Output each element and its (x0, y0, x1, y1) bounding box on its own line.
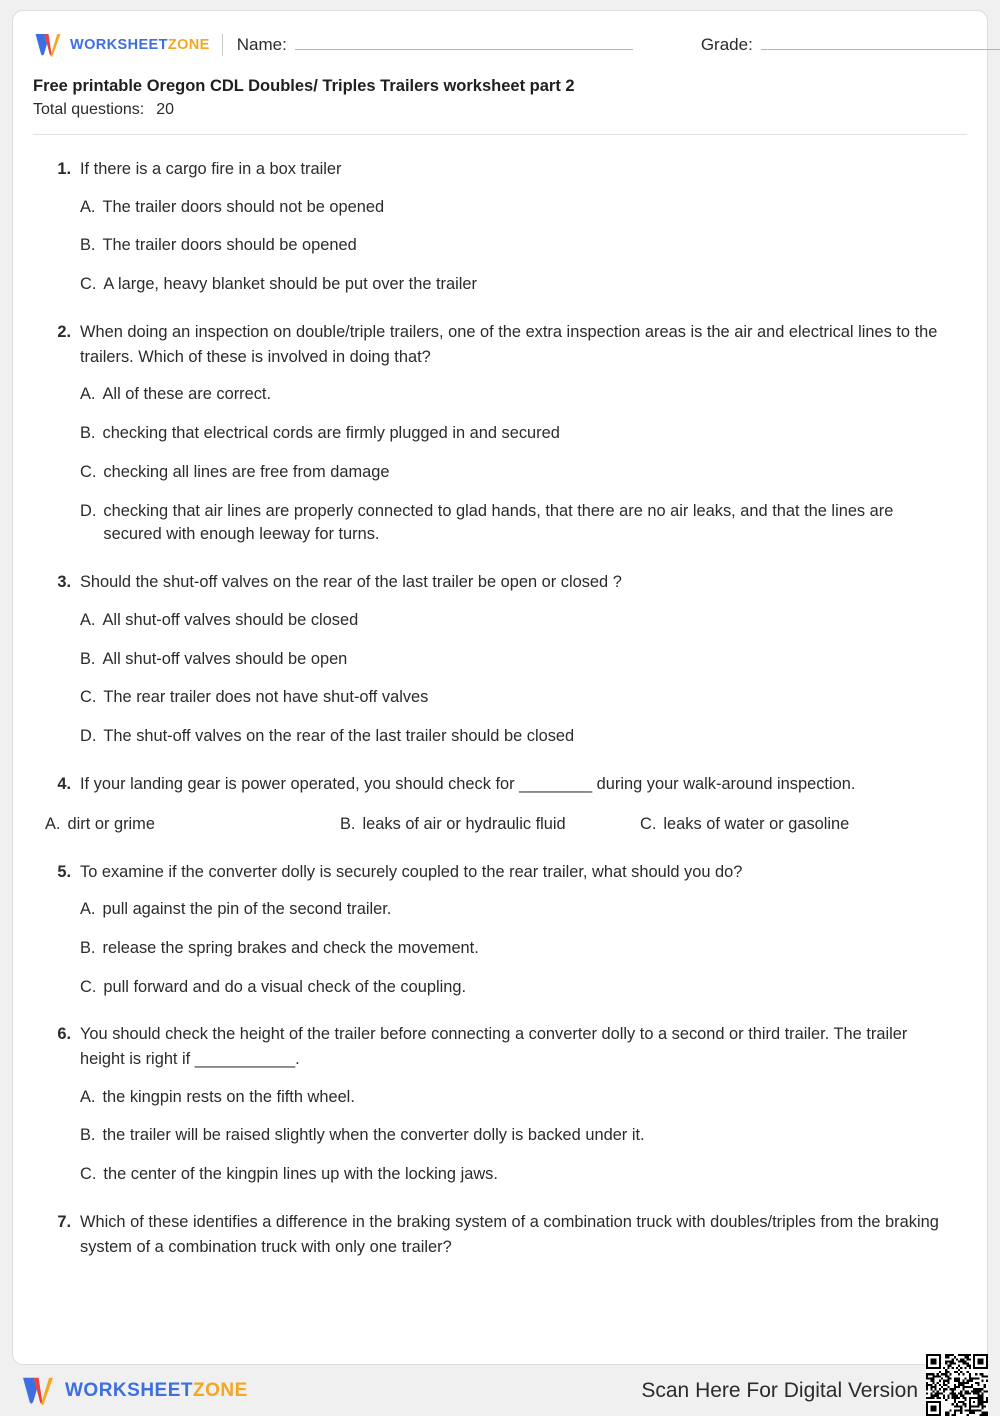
option-letter: A. (80, 900, 96, 919)
option-list (45, 609, 953, 749)
option-text: The trailer doors should not be opened (102, 197, 385, 216)
option-text: pull forward and do a visual check of the coupling. (103, 977, 467, 996)
option-text: pull against the pin of the second trailer. (102, 900, 392, 919)
question-number: 4. (57, 774, 71, 793)
footer-brand-logo (20, 1375, 248, 1407)
question-text: Should the shut-off valves on the rear of the last trailer be open or closed ? (80, 573, 622, 592)
question-number: 6. (57, 1025, 71, 1044)
question-item (45, 570, 953, 749)
total-questions-label: Total questions: (33, 101, 145, 119)
option-letter: B. (80, 424, 96, 443)
option-letter: C. (80, 1165, 97, 1184)
question-text: You should check the height of the trailer before connecting a converter dolly to a second or third trailer. The trailer height is right if ___________. (80, 1025, 908, 1069)
question-number: 3. (57, 573, 71, 592)
footer-brand-name-primary: WORKSHEET (65, 1380, 193, 1401)
option-text: the trailer will be raised slightly when the converter dolly is backed under it. (102, 1126, 645, 1145)
question-number: 2. (57, 323, 71, 342)
option-list (45, 383, 953, 547)
answer-option[interactable] (80, 609, 953, 633)
question-item (45, 860, 953, 1000)
question-head (45, 570, 953, 595)
question-item (45, 157, 953, 297)
question-item (45, 772, 953, 837)
question-head (45, 157, 953, 182)
grade-label: Grade: (700, 35, 753, 54)
option-letter: C. (80, 977, 97, 996)
answer-option[interactable] (80, 234, 953, 258)
option-text: The shut-off valves on the rear of the last trailer should be closed (103, 727, 575, 746)
answer-option[interactable] (45, 813, 155, 837)
option-letter: C. (640, 814, 657, 833)
option-letter: C. (80, 462, 97, 481)
grade-input[interactable] (761, 35, 1000, 50)
option-text: The rear trailer does not have shut-off valves (103, 688, 429, 707)
total-questions (33, 101, 967, 119)
option-letter: D. (80, 727, 97, 746)
option-letter: B. (80, 938, 96, 957)
answer-option[interactable] (340, 813, 566, 837)
option-text: leaks of air or hydraulic fluid (362, 814, 566, 833)
question-number: 7. (57, 1213, 71, 1232)
worksheet-footer (12, 1368, 988, 1414)
brand-name-primary: WORKSHEET (70, 37, 168, 53)
worksheet-page (12, 10, 988, 1365)
option-text: the kingpin rests on the fifth wheel. (102, 1087, 355, 1106)
option-letter: A. (45, 814, 61, 833)
answer-option[interactable] (80, 898, 953, 922)
option-letter: A. (80, 385, 96, 404)
option-letter: A. (80, 610, 96, 629)
option-letter: A. (80, 197, 96, 216)
title-block (13, 61, 987, 135)
option-letter: B. (80, 649, 96, 668)
question-item (45, 1210, 953, 1259)
option-text: All of these are correct. (102, 385, 272, 404)
question-item (45, 1022, 953, 1187)
question-item (45, 320, 953, 547)
option-letter: B. (80, 236, 96, 255)
question-number: 5. (57, 862, 71, 881)
name-input[interactable] (295, 35, 633, 50)
name-label: Name: (236, 35, 287, 54)
answer-option[interactable] (80, 422, 953, 446)
answer-option[interactable] (80, 937, 953, 961)
option-letter: D. (80, 501, 97, 520)
grade-field-group (701, 35, 1000, 55)
option-text: A large, heavy blanket should be put over the trailer (103, 275, 477, 294)
question-head (45, 860, 953, 885)
question-head (45, 1022, 953, 1071)
question-text: To examine if the converter dolly is securely coupled to the rear trailer, what should you do? (80, 862, 743, 881)
option-text: leaks of water or gasoline (663, 814, 850, 833)
option-text: checking that air lines are properly connected to glad hands, that there are no air leaks, and that the lines are secured with enough leeway for turns. (103, 501, 894, 544)
brand-logo (33, 32, 210, 58)
worksheet-header (13, 11, 987, 61)
question-text: Which of these identifies a difference in the braking system of a combination truck with doubles/triples from the braking system of a combination truck with only one trailer? (80, 1213, 939, 1256)
option-letter: C. (80, 275, 97, 294)
option-letter: C. (80, 688, 97, 707)
answer-option[interactable] (80, 273, 953, 297)
worksheetzone-w-icon (20, 1375, 56, 1407)
questions-list (13, 135, 987, 1259)
answer-option[interactable] (80, 383, 953, 407)
option-list (45, 1086, 953, 1187)
question-text: If your landing gear is power operated, you should check for ________ during your walk-around inspection. (80, 774, 856, 793)
option-text: release the spring brakes and check the movement. (102, 938, 479, 957)
page-title: Free printable Oregon CDL Doubles/ Triples Trailers worksheet part 2 (33, 77, 575, 95)
option-letter: A. (80, 1087, 96, 1106)
question-text: If there is a cargo fire in a box trailer (80, 160, 342, 179)
answer-option[interactable] (80, 196, 953, 220)
option-text: All shut-off valves should be open (102, 649, 348, 668)
answer-option[interactable] (80, 686, 953, 710)
option-letter: B. (340, 814, 356, 833)
option-text: the center of the kingpin lines up with the locking jaws. (103, 1165, 498, 1184)
name-field-group (237, 35, 633, 55)
answer-option[interactable] (80, 1124, 953, 1148)
option-text: All shut-off valves should be closed (102, 610, 359, 629)
option-list (45, 196, 953, 297)
brand-name (70, 37, 210, 53)
brand-name-secondary: ZONE (167, 37, 210, 53)
question-text: When doing an inspection on double/triple trailers, one of the extra inspection areas is the air and electrical lines to the trailers. Which of these is involved in doing that? (80, 323, 938, 366)
total-questions-count: 20 (156, 101, 174, 119)
answer-option[interactable] (80, 976, 953, 1000)
answer-option[interactable] (80, 461, 953, 485)
answer-option[interactable] (80, 648, 953, 672)
question-head (45, 1210, 953, 1259)
option-text: checking that electrical cords are firmly plugged in and secured (102, 424, 560, 443)
option-text: dirt or grime (67, 814, 155, 833)
option-letter: B. (80, 1126, 96, 1145)
worksheetzone-w-icon (33, 32, 63, 58)
question-head (45, 320, 953, 369)
answer-option[interactable] (80, 725, 953, 749)
option-text: The trailer doors should be opened (102, 236, 357, 255)
option-list (45, 898, 953, 999)
option-list (45, 813, 953, 837)
option-text: checking all lines are free from damage (103, 462, 390, 481)
qr-code-icon[interactable] (926, 1354, 988, 1416)
scan-label: Scan Here For Digital Version (641, 1379, 918, 1402)
footer-scan-group (641, 1366, 988, 1416)
answer-option[interactable] (640, 813, 849, 837)
question-number: 1. (57, 160, 71, 179)
answer-option[interactable] (80, 1086, 953, 1110)
footer-brand-name (65, 1380, 248, 1402)
question-head (45, 772, 953, 797)
header-divider (222, 34, 223, 56)
answer-option[interactable] (80, 1163, 953, 1187)
answer-option[interactable] (80, 500, 953, 548)
footer-brand-name-secondary: ZONE (193, 1380, 248, 1401)
